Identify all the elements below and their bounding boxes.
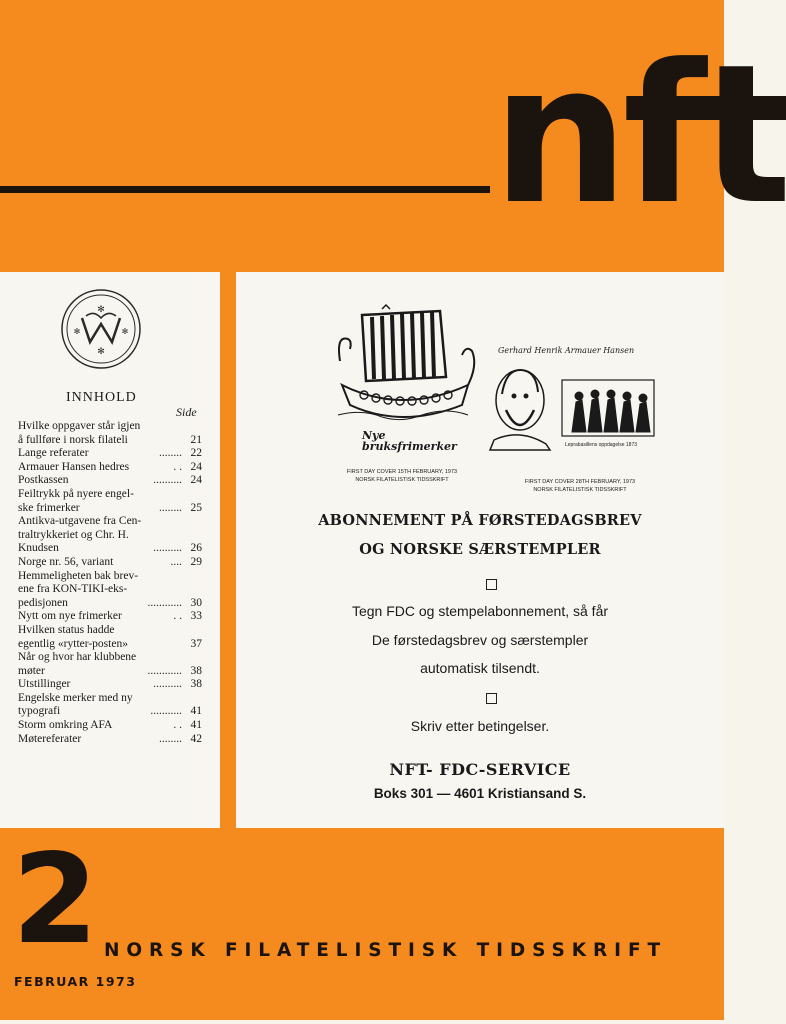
contents-entry-title: Hvilken status hadde egentlig «rytter-posten» (18, 623, 128, 650)
fdc-service-address: Boks 301 — 4601 Kristiansand S. (373, 786, 587, 801)
contents-entry-title: Møtereferater (18, 732, 82, 745)
contents-title: INNHOLD (66, 390, 137, 405)
contents-entry (18, 678, 202, 692)
contents-entry-page: 38 (190, 664, 202, 677)
contents-entry-leader: ............ (147, 664, 182, 677)
contents-entry (18, 692, 202, 719)
contents-entry (18, 447, 202, 461)
journal-subtitle: NORSK FILATELISTISK TIDSSKRIFT (104, 940, 667, 961)
svg-text:✻: ✻ (73, 327, 81, 336)
contents-entry-leader: ........ (159, 501, 182, 514)
contents-entry-page: 42 (190, 732, 202, 745)
contents-entry-title: Armauer Hansen hedres (18, 460, 130, 473)
contents-entry-page: 22 (190, 447, 202, 460)
armauer-hansen-stamp-illustration (486, 340, 666, 480)
nft-logo: nft (492, 24, 786, 247)
contents-entry-page: 37 (190, 637, 202, 650)
svg-text:✻: ✻ (97, 304, 105, 314)
contents-entry-page: 24 (190, 460, 202, 473)
contents-entry-page: 21 (190, 433, 202, 446)
ad-body-line1: Tegn FDC og stempelabonnement, så får (351, 603, 609, 619)
viking-ship-stamp-illustration (322, 305, 482, 485)
contents-entry-leader: ........ (159, 732, 182, 745)
contents-entry (18, 474, 202, 488)
contents-entry-leader: .......... (153, 678, 182, 691)
contents-entry (18, 420, 202, 447)
contents-entry-title: Hvilke oppgaver står igjen å fullføre i norsk filateli (18, 420, 141, 446)
contents-page-header: Side (176, 405, 197, 419)
contents-entry (18, 733, 202, 747)
contents-entry-page: 25 (190, 501, 202, 514)
contents-entry-leader: ........ (159, 447, 182, 460)
contents-entry-title: Feiltrykk på nyere engel- ske frimerker (18, 487, 134, 514)
issue-number: 2 (12, 828, 99, 972)
contents-entry (18, 461, 202, 475)
contents-entry-title: Lange referater (18, 447, 89, 460)
contents-entry (18, 610, 202, 624)
contents-entry-page: 33 (190, 610, 202, 623)
contents-entry (18, 651, 202, 678)
contents-entry-page: 41 (190, 705, 202, 718)
stamp-brand-text: Nye bruksfrimerker (362, 429, 457, 453)
contents-entry (18, 624, 202, 651)
society-emblem-icon (60, 288, 142, 370)
svg-text:✻: ✻ (121, 327, 129, 336)
contents-entry (18, 488, 202, 515)
contents-entry-leader: .... (170, 555, 182, 568)
contents-entry-title: Postkassen (18, 474, 69, 487)
contents-entry-page: 38 (190, 678, 202, 691)
contents-entry-page: 30 (190, 596, 202, 609)
contents-entry (18, 515, 202, 556)
svg-text:✻: ✻ (97, 346, 105, 356)
contents-entry-page: 26 (190, 542, 202, 555)
contents-entry-title: Hemmeligheten bak brev- ene fra KON-TIKI-eks- pedisjonen (18, 569, 139, 609)
contents-entry-title: Engelske merker med ny typografi (18, 691, 133, 718)
contents-entry-leader: ............ (147, 596, 182, 609)
contents-entry-leader: .......... (153, 474, 182, 487)
ad-heading-line1: ABONNEMENT PÅ FØRSTEDAGSBREV (318, 512, 642, 529)
contents-entry-leader: ........... (150, 705, 182, 718)
hansen-signature: Gerhard Henrik Armauer Hansen (498, 346, 635, 355)
contents-entry-page: 41 (190, 719, 202, 732)
contents-entry-title: Nytt om nye frimerker (18, 610, 122, 623)
leprosy-subcaption: Leprabasillens oppdagelse 1873 (565, 442, 638, 448)
contents-entry-title: Norge nr. 56, variant (18, 555, 114, 568)
contents-entry-leader: . . (173, 460, 182, 473)
ad-body-line4: Skriv etter betingelser. (410, 718, 550, 734)
contents-entry-page: 29 (190, 555, 202, 568)
contents-entry-leader: . . (173, 610, 182, 623)
contents-entry-title: Antikva-utgavene fra Cen- traltrykkeriet og Chr. H. Knudsen (18, 515, 142, 555)
ad-body-line3: automatisk tilsendt. (420, 660, 540, 676)
masthead-rule (0, 186, 490, 193)
issue-date: FEBRUAR 1973 (14, 974, 137, 989)
contents-entry-leader: . . (173, 719, 182, 732)
contents-entry-leader: .......... (153, 542, 182, 555)
contents-entry (18, 719, 202, 733)
fdc-caption-left: FIRST DAY COVER 15TH FEBRUARY, 1973 NORSK FILATELISTISK TIDSSKRIFT (346, 469, 458, 483)
contents-entry-title: Storm omkring AFA (18, 719, 113, 732)
fdc-service-name: NFT- FDC-SERVICE (389, 760, 571, 779)
contents-entry (18, 570, 202, 611)
fdc-caption-right: FIRST DAY COVER 28TH FEBRUARY, 1973 NORSK FILATELISTISK TIDSSKRIFT (524, 479, 636, 493)
checkbox-square-icon (486, 579, 497, 590)
contents-list (18, 420, 202, 746)
contents-entry-title: Når og hvor har klubbene møter (18, 651, 137, 677)
contents-entry-title: Utstillinger (18, 678, 71, 691)
checkbox-square-icon (486, 693, 497, 704)
ad-heading-line2: OG NORSKE SÆRSTEMPLER (359, 541, 601, 558)
contents-entry (18, 556, 202, 570)
ad-body-line2: De førstedagsbrev og særstempler (371, 632, 589, 648)
contents-entry-page: 24 (190, 474, 202, 487)
